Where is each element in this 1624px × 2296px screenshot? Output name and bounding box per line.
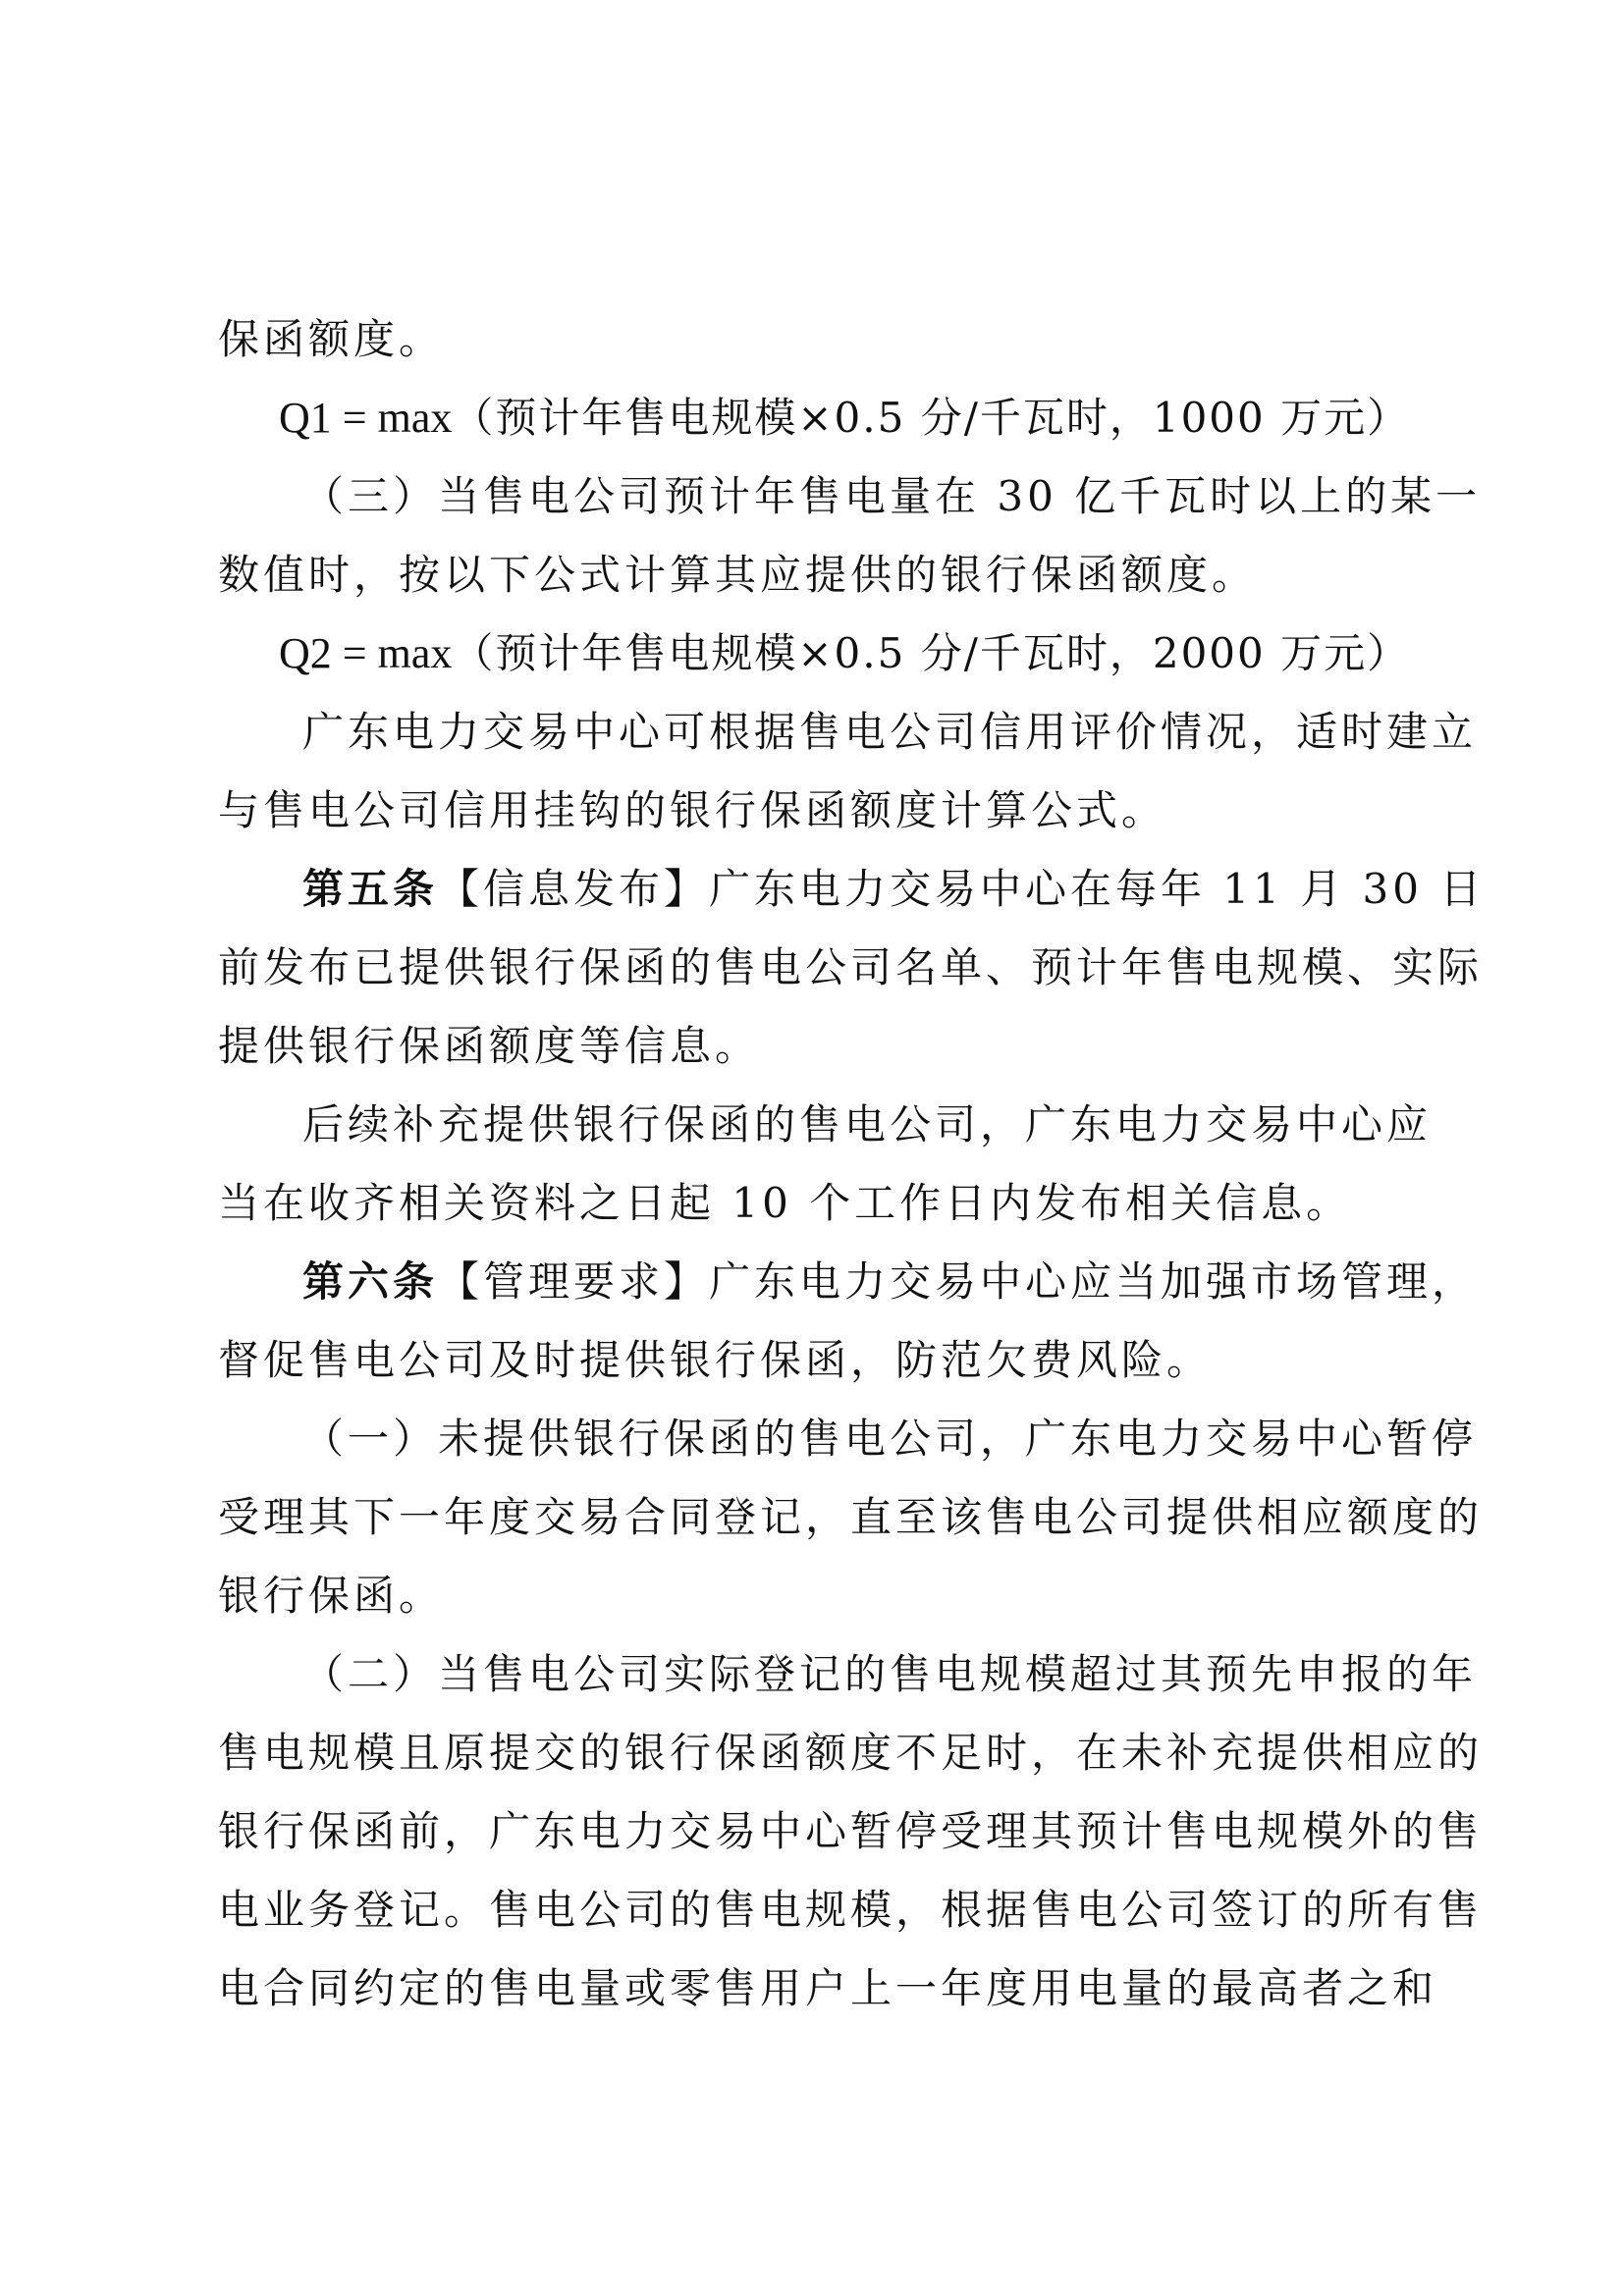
text-line: 银行保函前，广东电力交易中心暂停受理其预计售电规模外的售 xyxy=(218,1807,1484,1855)
formula-operator: = max xyxy=(331,629,453,677)
article-heading: 第六条 xyxy=(302,1257,439,1306)
text-line: 售电规模且原提交的银行保函额度不足时，在未补充提供相应的 xyxy=(218,1729,1484,1777)
text-line: 数值时，按以下公式计算其应提供的银行保函额度。 xyxy=(218,551,1258,599)
paragraph-continuation xyxy=(218,300,1428,379)
text-line: 提供银行保函额度等信息。 xyxy=(218,1022,761,1070)
text-line: （一）未提供银行保函的售电公司，广东电力交易中心暂停 xyxy=(302,1415,1478,1463)
text-line: 电合同约定的售电量或零售用户上一年度用电量的最高者之和 xyxy=(218,1964,1438,2012)
text-line: 督促售电公司及时提供银行保函，防范欠费风险。 xyxy=(218,1336,1213,1384)
paragraph-item-three xyxy=(218,457,1482,614)
text-line: 电业务登记。售电公司的售电规模，根据售电公司签订的所有售 xyxy=(218,1886,1484,1934)
text-line: 银行保函。 xyxy=(218,1572,445,1620)
formula-q2 xyxy=(218,614,1428,693)
paragraph-item-one xyxy=(218,1400,1484,1635)
formula-label: Q2 xyxy=(279,629,332,677)
article-five xyxy=(218,850,1486,1086)
formula-operator: = max xyxy=(331,394,453,442)
text-line: 前发布已提供银行保函的售电公司名单、预计年售电规模、实际 xyxy=(218,943,1484,991)
article-six xyxy=(218,1243,1478,1400)
text-line: （三）当售电公司预计年售电量在 30 亿千瓦时以上的某一 xyxy=(302,472,1482,520)
formula-q1 xyxy=(218,379,1428,457)
formula-label: Q1 xyxy=(279,394,332,442)
article-heading: 第五条 xyxy=(302,865,439,913)
text-line: 当在收齐相关资料之日起 10 个工作日内发布相关信息。 xyxy=(218,1179,1352,1227)
formula-expression: （预计年售电规模×0.5 分/千瓦时，1000 万元） xyxy=(452,394,1411,442)
text-line xyxy=(218,1243,1478,1321)
text-line: 与售电公司信用挂钩的银行保函额度计算公式。 xyxy=(218,786,1167,834)
article-title: 【信息发布】 xyxy=(438,865,710,913)
formula-expression: （预计年售电规模×0.5 分/千瓦时，2000 万元） xyxy=(452,629,1411,677)
text-line: （二）当售电公司实际登记的售电规模超过其预先申报的年 xyxy=(302,1650,1478,1698)
text-line: 广东电力交易中心可根据售电公司信用评价情况，适时建立 xyxy=(302,708,1478,756)
document-page xyxy=(218,300,1486,2028)
text-line: 保函额度。 xyxy=(218,315,445,363)
paragraph-follow-up xyxy=(218,1086,1433,1243)
paragraph-credit-formula xyxy=(218,693,1478,850)
article-title: 【管理要求】 xyxy=(438,1257,710,1306)
text-line: 后续补充提供银行保函的售电公司，广东电力交易中心应 xyxy=(302,1100,1433,1148)
article-text: 广东电力交易中心应当加强市场管理， xyxy=(709,1257,1478,1306)
text-line xyxy=(218,850,1486,929)
paragraph-item-two xyxy=(218,1635,1484,2028)
text-line: 受理其下一年度交易合同登记，直至该售电公司提供相应额度的 xyxy=(218,1493,1484,1541)
article-text: 广东电力交易中心在每年 11 月 30 日 xyxy=(709,865,1486,913)
